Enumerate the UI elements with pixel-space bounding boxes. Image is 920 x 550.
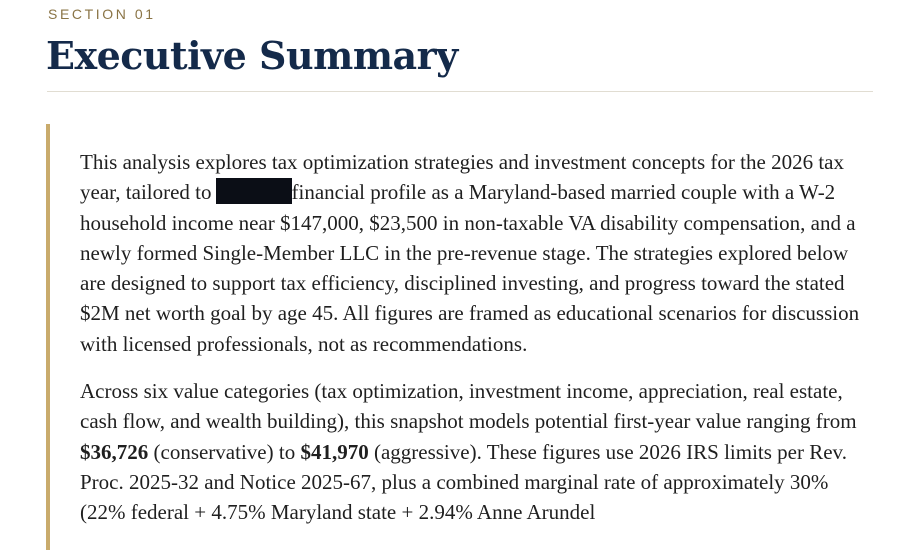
paragraph-2-text-part3: (aggressive). These figures use 2026 IRS limits per Rev. Proc. 2025-32 and Notice 2025-67, plus a combined marginal rate of approximately 30% (22% federal + 4.75% Maryland state + 2.94% Anne Arundel bbox=[80, 439, 847, 525]
summary-paragraph-1 bbox=[80, 147, 860, 359]
redaction-block bbox=[216, 178, 292, 204]
aggressive-value: $41,970 bbox=[300, 439, 369, 464]
page-title: Executive Summary bbox=[46, 33, 458, 78]
summary-body bbox=[80, 147, 860, 528]
paragraph-2-text-part2: (conservative) to bbox=[148, 439, 301, 464]
title-divider bbox=[47, 91, 873, 92]
paragraph-1-text-before: This analysis explores tax optimization strategies and investment concepts for the 2026 tax year, tailored to bbox=[80, 150, 844, 205]
summary-paragraph-2 bbox=[80, 376, 860, 527]
paragraph-2-text-part1: Across six value categories (tax optimization, investment income, appreciation, real estate, cash flow, and wealth building), this snapshot models potential first-year value ranging from bbox=[80, 379, 857, 434]
paragraph-1-text-after: financial profile as a Maryland-based married couple with a W-2 household income near $147,000, $23,500 in non-taxable VA disability compensation, and a newly formed Single-Member LLC in the pre-revenue stage. The strategies explored below are designed to support tax efficiency, disciplined investing, and progress toward the stated $2M net worth goal by age 45. All figures are framed as educational scenarios for discussion with licensed professionals, not as recommendations. bbox=[80, 180, 860, 356]
conservative-value: $36,726 bbox=[80, 439, 149, 464]
section-eyebrow: SECTION 01 bbox=[48, 6, 156, 22]
